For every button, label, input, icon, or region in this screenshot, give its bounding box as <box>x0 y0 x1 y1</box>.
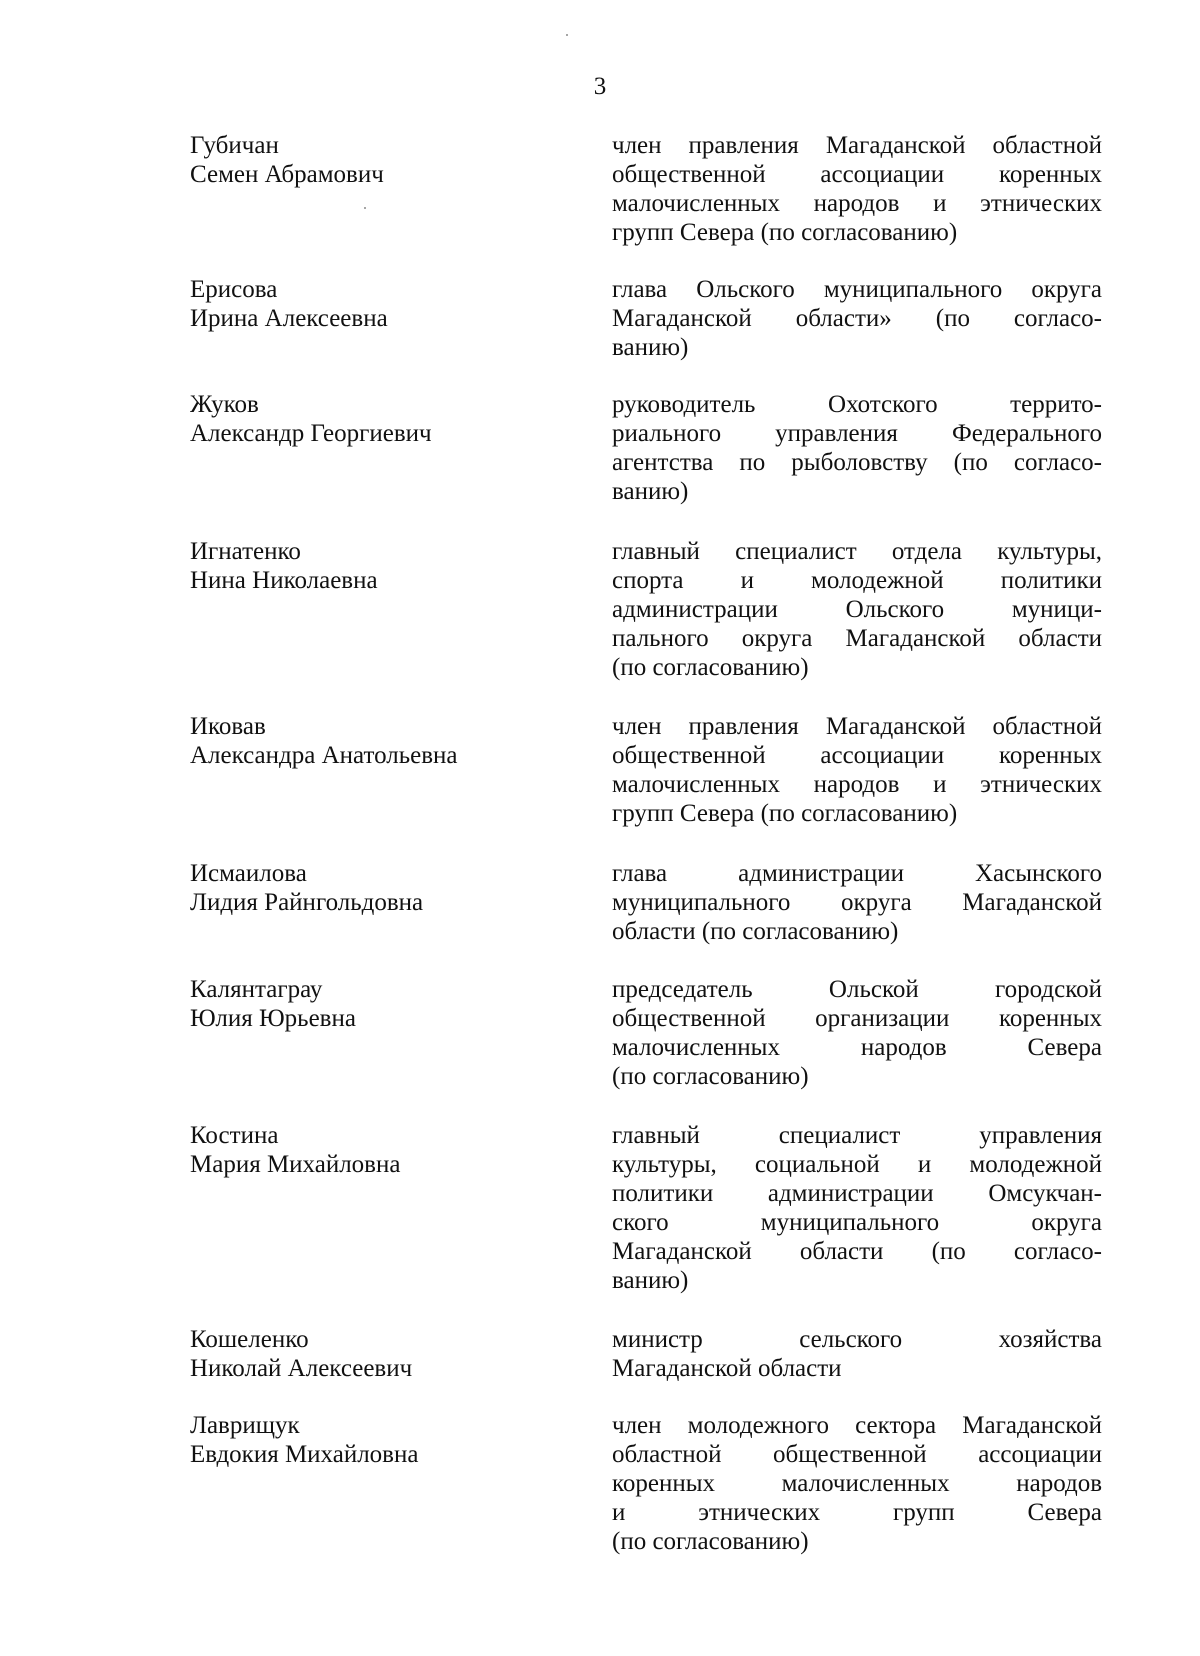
page-number: 3 <box>593 73 607 100</box>
position-line: министр сельского хозяйства <box>612 1326 1102 1353</box>
surname: Игнатенко <box>190 538 301 565</box>
given-name: Нина Николаевна <box>190 567 378 594</box>
position-line: муниципального округа Магаданской <box>612 889 1102 916</box>
position-line: Магаданской области (по согласо- <box>612 1238 1102 1265</box>
position-line: главный специалист управления <box>612 1122 1102 1149</box>
given-name: Евдокия Михайловна <box>190 1441 419 1468</box>
position-line: общественной организации коренных <box>612 1005 1102 1032</box>
member-position <box>612 1121 1102 1295</box>
surname: Иковав <box>190 713 266 740</box>
member-position <box>612 859 1102 946</box>
member-position <box>612 131 1102 247</box>
member-name <box>190 537 570 595</box>
given-name: Александра Анатольевна <box>190 742 458 769</box>
given-name: Лидия Райнгольдовна <box>190 889 424 916</box>
position-line: член молодежного сектора Магаданской <box>612 1412 1102 1439</box>
given-name: Александр Георгиевич <box>190 420 432 447</box>
member-name <box>190 1325 570 1383</box>
position-line: общественной ассоциации коренных <box>612 161 1102 188</box>
position-line: руководитель Охотского террито- <box>612 391 1102 418</box>
position-line: культуры, социальной и молодежной <box>612 1151 1102 1178</box>
member-name <box>190 275 570 333</box>
position-line: главный специалист отдела культуры, <box>612 538 1102 565</box>
position-line: коренных малочисленных народов <box>612 1470 1102 1497</box>
position-line: политики администрации Омсукчан- <box>612 1180 1102 1207</box>
position-line: спорта и молодежной политики <box>612 567 1102 594</box>
surname: Исмаилова <box>190 860 307 887</box>
position-line: области (по согласованию) <box>612 918 899 945</box>
position-line: ванию) <box>612 334 689 361</box>
position-line: ского муниципального округа <box>612 1209 1102 1236</box>
position-line: и этнических групп Севера <box>612 1499 1102 1526</box>
surname: Калянтаграу <box>190 976 323 1003</box>
position-line: малочисленных народов и этнических <box>612 190 1102 217</box>
member-name <box>190 975 570 1033</box>
member-position <box>612 1325 1102 1383</box>
surname: Лаврищук <box>190 1412 300 1439</box>
member-name <box>190 131 570 189</box>
position-line: ванию) <box>612 1267 689 1294</box>
member-name <box>190 1121 570 1179</box>
scan-speck <box>566 34 568 36</box>
position-line: малочисленных народов и этнических <box>612 771 1102 798</box>
scan-speck <box>364 207 366 209</box>
position-line: ванию) <box>612 478 689 505</box>
given-name: Мария Михайловна <box>190 1151 401 1178</box>
given-name: Юлия Юрьевна <box>190 1005 356 1032</box>
position-line: Магаданской области» (по согласо- <box>612 305 1102 332</box>
surname: Кошеленко <box>190 1326 309 1353</box>
member-name <box>190 712 570 770</box>
member-name <box>190 390 570 448</box>
position-line: глава Ольского муниципального округа <box>612 276 1102 303</box>
surname: Жуков <box>190 391 259 418</box>
given-name: Николай Алексеевич <box>190 1355 413 1382</box>
position-line: пального округа Магаданской области <box>612 625 1102 652</box>
position-line: общественной ассоциации коренных <box>612 742 1102 769</box>
given-name: Семен Абрамович <box>190 161 384 188</box>
position-line: председатель Ольской городской <box>612 976 1102 1003</box>
position-line: (по согласованию) <box>612 1063 809 1090</box>
member-position <box>612 712 1102 828</box>
member-name <box>190 859 570 917</box>
position-line: Магаданской области <box>612 1355 842 1382</box>
position-line: (по согласованию) <box>612 1528 809 1555</box>
member-position <box>612 975 1102 1091</box>
member-position <box>612 275 1102 362</box>
position-line: областной общественной ассоциации <box>612 1441 1102 1468</box>
position-line: член правления Магаданской областной <box>612 713 1102 740</box>
position-line: администрации Ольского муници- <box>612 596 1102 623</box>
member-position <box>612 1411 1102 1556</box>
position-line: риального управления Федерального <box>612 420 1102 447</box>
member-position <box>612 390 1102 506</box>
member-position <box>612 537 1102 682</box>
member-name <box>190 1411 570 1469</box>
position-line: (по согласованию) <box>612 654 809 681</box>
position-line: член правления Магаданской областной <box>612 132 1102 159</box>
position-line: групп Севера (по согласованию) <box>612 219 958 246</box>
position-line: малочисленных народов Севера <box>612 1034 1102 1061</box>
position-line: агентства по рыболовству (по согласо- <box>612 449 1102 476</box>
position-line: групп Севера (по согласованию) <box>612 800 958 827</box>
surname: Ерисова <box>190 276 278 303</box>
given-name: Ирина Алексеевна <box>190 305 388 332</box>
surname: Губичан <box>190 132 279 159</box>
surname: Костина <box>190 1122 279 1149</box>
position-line: глава администрации Хасынского <box>612 860 1102 887</box>
